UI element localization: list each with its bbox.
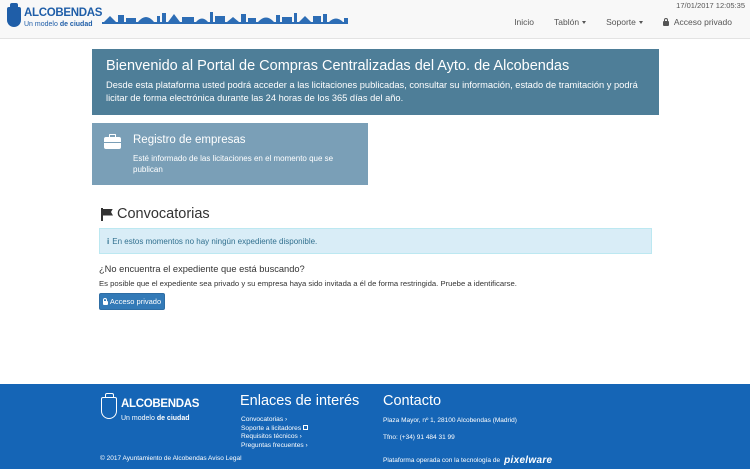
chevron-down-icon [582, 21, 586, 24]
external-link-icon [303, 425, 308, 430]
no-expedientes-alert [99, 228, 652, 254]
footer-logo-name: ALCOBENDAS [121, 398, 200, 410]
footer-link-convocatorias[interactable]: Convocatorias › [241, 416, 288, 423]
search-help-question: ¿No encuentra el expediente que está buscando? [99, 264, 305, 274]
welcome-text: Desde esta plataforma usted podrá acceder a las licitaciones publicadas, consultar su información, estado de tramitación y podrá licitar de forma electrónica durante las 24 horas de los 365 días del año. [106, 80, 638, 103]
footer-phone: Tfno: (+34) 91 484 31 99 [383, 434, 455, 441]
nav-tablon-label: Tablón [554, 17, 580, 27]
top-navbar [0, 0, 750, 39]
nav-soporte-label: Soporte [606, 17, 636, 27]
logo-tagline: Un modelo de ciudad [24, 21, 93, 28]
city-skyline-icon [102, 10, 348, 29]
search-help-text: Es posible que el expediente sea privado y su empresa haya sido invitada a él de forma restringida. Pruebe a identificarse. [99, 279, 517, 288]
coat-of-arms-icon [7, 7, 21, 27]
registro-text: Esté informado de las licitaciones en el momento que se publican [133, 154, 334, 174]
footer-links-title: Enlaces de interés [240, 393, 360, 409]
alcobendas-logo[interactable] [7, 4, 103, 34]
footer-logo[interactable] [101, 394, 201, 428]
nav-acceso-privado[interactable] [653, 16, 742, 28]
registro-empresas-card[interactable] [92, 123, 368, 185]
nav-inicio-label: Inicio [514, 17, 535, 27]
nav-soporte-dropdown[interactable] [596, 16, 653, 28]
footer-copyright: © 2017 Ayuntamiento de Alcobendas Aviso Legal [100, 455, 242, 462]
datetime-display: 17/01/2017 12:05:35 [676, 1, 745, 10]
footer-contact-title: Contacto [383, 393, 442, 409]
flag-icon [100, 208, 113, 221]
nav-inicio[interactable] [504, 16, 544, 28]
lock-icon [103, 301, 108, 305]
coat-of-arms-icon [101, 397, 117, 419]
info-icon: i [107, 236, 110, 246]
briefcase-icon [104, 137, 121, 149]
footer-platform-text: Plataforma operada con la tecnología de [383, 457, 501, 464]
convocatorias-heading [100, 206, 210, 222]
lock-icon [663, 21, 669, 26]
acceso-privado-button[interactable] [99, 293, 165, 310]
welcome-title: Bienvenido al Portal de Compras Centralizadas del Ayto. de Alcobendas [106, 58, 570, 74]
pixelware-logo[interactable]: pixelware [504, 455, 553, 466]
welcome-banner [92, 49, 659, 115]
main-nav [504, 16, 742, 28]
alert-text: En estos momentos no hay ningún expediente disponible. [112, 236, 318, 246]
nav-acceso-privado-label: Acceso privado [673, 17, 732, 27]
footer-address: Plaza Mayor, nº 1, 28100 Alcobendas (Madrid) [383, 417, 517, 424]
footer-platform [383, 455, 552, 466]
site-footer [0, 384, 750, 469]
footer-link-preguntas[interactable]: Preguntas frecuentes › [241, 441, 308, 449]
chevron-down-icon [639, 21, 643, 24]
registro-title: Registro de empresas [133, 134, 246, 146]
footer-link-soporte[interactable]: Soporte a licitadores [241, 425, 308, 434]
convocatorias-title: Convocatorias [117, 206, 210, 222]
footer-logo-tagline: Un modelo de ciudad [121, 415, 190, 422]
acceso-privado-button-label: Acceso privado [109, 297, 162, 306]
footer-links-list [241, 416, 308, 450]
nav-tablon-dropdown[interactable] [544, 16, 596, 28]
footer-link-requisitos[interactable]: Requisitos técnicos › [241, 433, 302, 441]
logo-name: ALCOBENDAS [24, 7, 103, 19]
